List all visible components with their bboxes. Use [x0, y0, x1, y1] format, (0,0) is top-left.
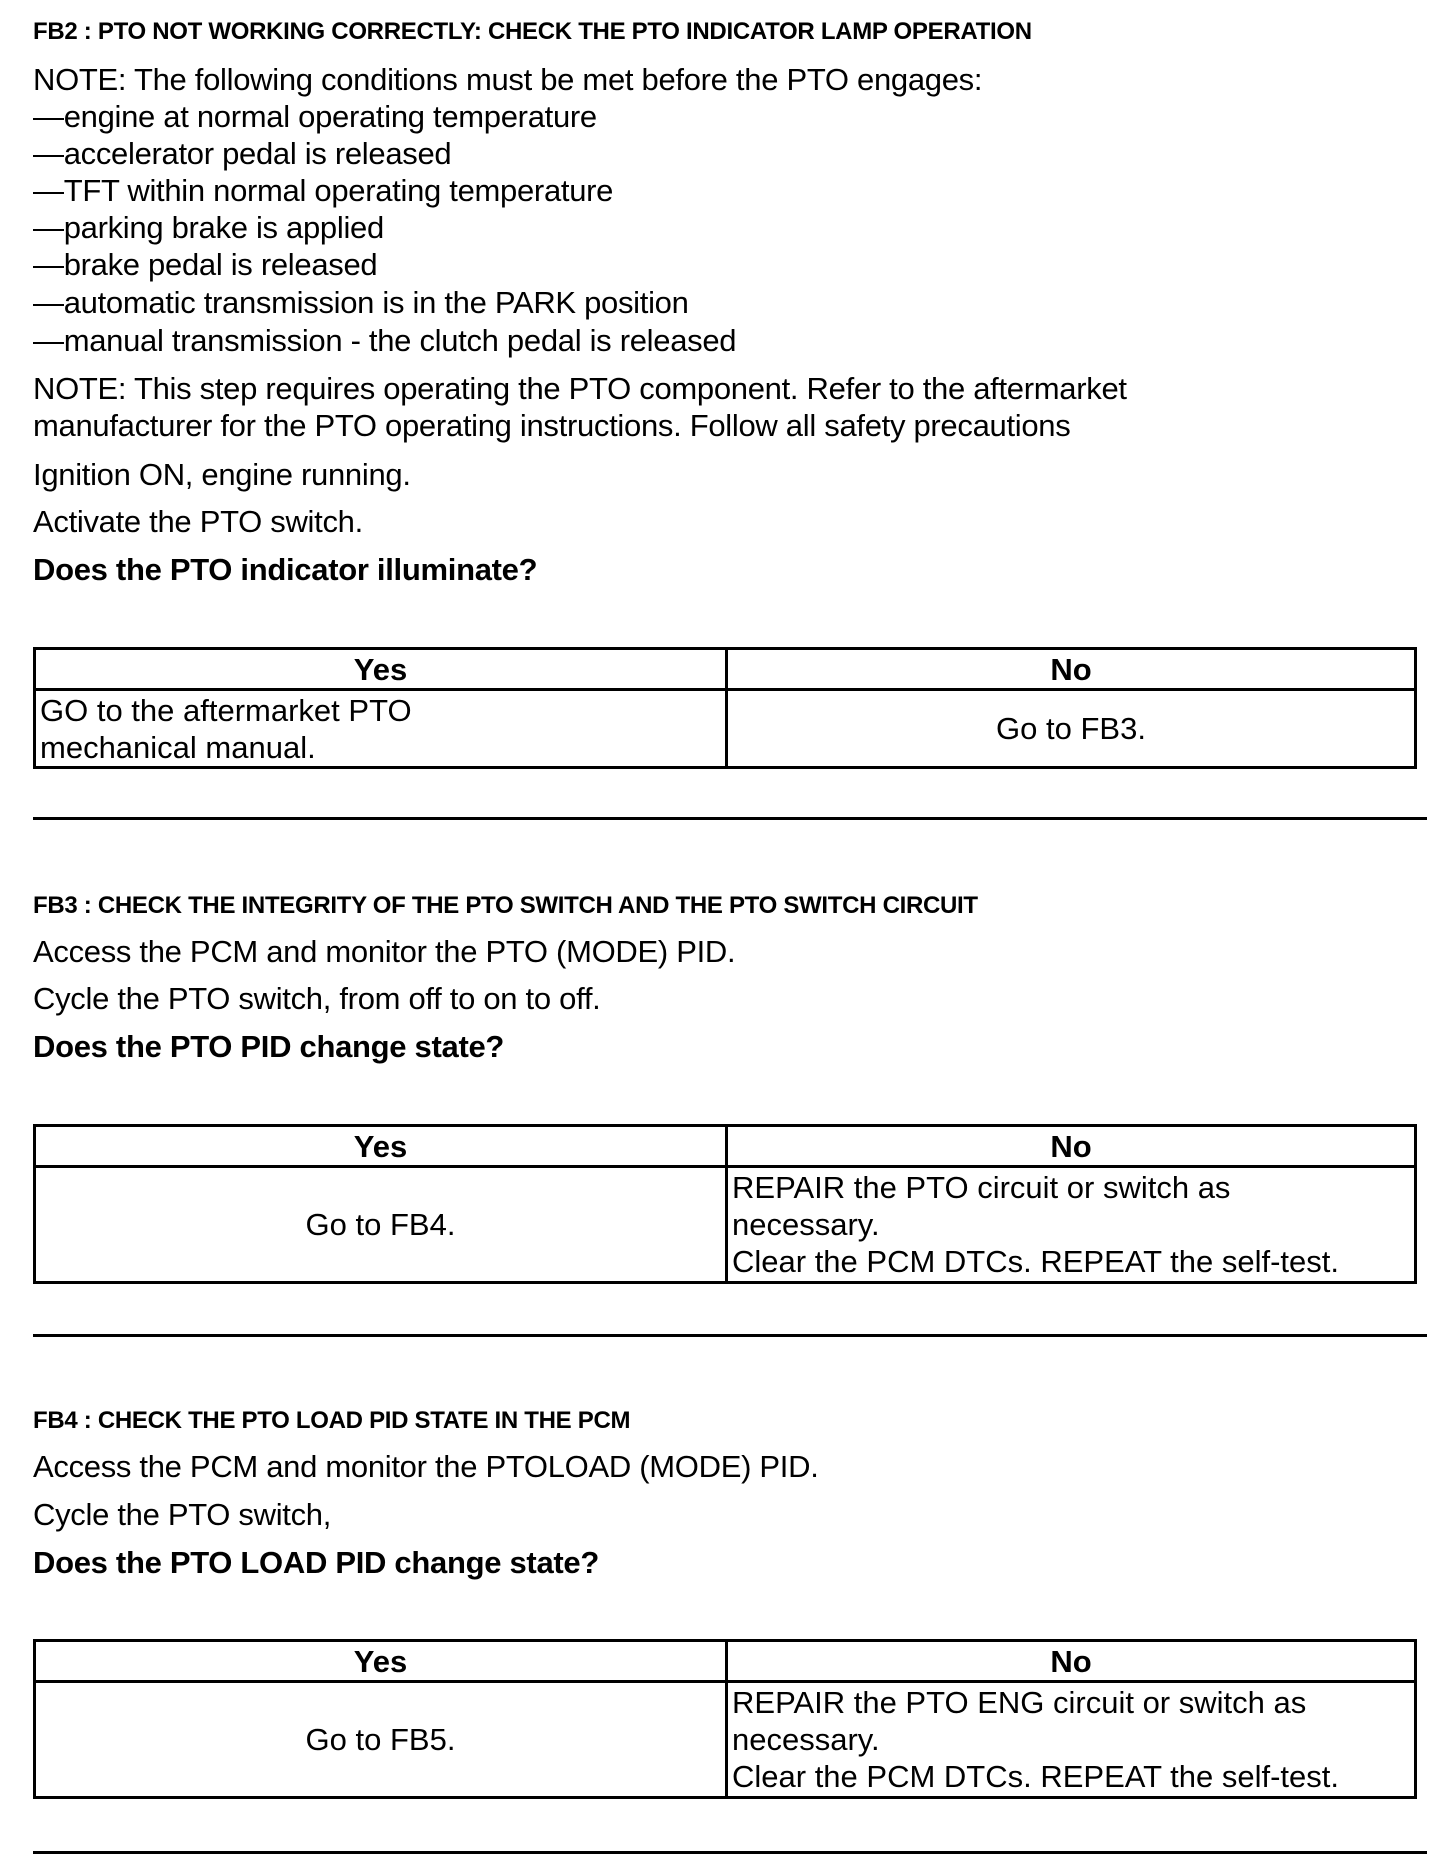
no-cell-line1: REPAIR the PTO circuit or switch as necessary.: [732, 1170, 1231, 1242]
condition-item: —engine at normal operating temperature: [33, 99, 597, 134]
yes-header: Yes: [35, 1126, 727, 1167]
fb4-heading: FB4 : CHECK THE PTO LOAD PID STATE IN THE PCM: [33, 1407, 631, 1434]
condition-item: —automatic transmission is in the PARK position: [33, 285, 689, 320]
fb3-result-table: [33, 1124, 1417, 1284]
fb3-step-cycle: Cycle the PTO switch, from off to on to off.: [33, 981, 601, 1016]
yes-cell: Go to FB4.: [35, 1167, 727, 1283]
fb3-question: Does the PTO PID change state?: [33, 1029, 505, 1064]
yes-cell: Go to FB5.: [35, 1682, 727, 1798]
condition-item: —brake pedal is released: [33, 247, 378, 282]
no-cell: Go to FB3.: [727, 690, 1416, 768]
fb2-heading: FB2 : PTO NOT WORKING CORRECTLY: CHECK THE PTO INDICATOR LAMP OPERATION: [33, 18, 1032, 45]
fb2-step-activate: Activate the PTO switch.: [33, 504, 363, 539]
no-cell: [727, 1167, 1416, 1283]
condition-item: —TFT within normal operating temperature: [33, 173, 614, 208]
fb2-note-conditions: NOTE: The following conditions must be met before the PTO engages:: [33, 62, 983, 97]
yes-header: Yes: [35, 649, 727, 690]
section-divider: [33, 817, 1427, 820]
fb2-result-table: [33, 647, 1417, 769]
fb3-step-access: Access the PCM and monitor the PTO (MODE) PID.: [33, 934, 736, 969]
no-cell: [727, 1682, 1416, 1798]
no-cell-line1: REPAIR the PTO ENG circuit or switch as necessary.: [732, 1685, 1307, 1757]
yes-cell: GO to the aftermarket PTO mechanical manual.: [35, 690, 727, 768]
fb2-step-ignition: Ignition ON, engine running.: [33, 457, 411, 492]
fb2-note-safety-line2: manufacturer for the PTO operating instructions. Follow all safety precautions: [33, 408, 1071, 443]
fb2-question: Does the PTO indicator illuminate?: [33, 552, 538, 587]
fb4-question: Does the PTO LOAD PID change state?: [33, 1545, 599, 1580]
section-divider: [33, 1334, 1427, 1337]
condition-item: —manual transmission - the clutch pedal is released: [33, 323, 737, 358]
fb4-result-table: [33, 1639, 1417, 1799]
condition-item: —parking brake is applied: [33, 210, 384, 245]
fb4-step-cycle: Cycle the PTO switch,: [33, 1497, 332, 1532]
fb4-step-access: Access the PCM and monitor the PTOLOAD (MODE) PID.: [33, 1449, 819, 1484]
yes-header: Yes: [35, 1641, 727, 1682]
no-cell-line2: Clear the PCM DTCs. REPEAT the self-test.: [732, 1244, 1339, 1279]
no-header: No: [727, 1126, 1416, 1167]
no-header: No: [727, 1641, 1416, 1682]
section-divider: [33, 1851, 1427, 1854]
fb3-heading: FB3 : CHECK THE INTEGRITY OF THE PTO SWITCH AND THE PTO SWITCH CIRCUIT: [33, 892, 978, 919]
fb2-note-safety-line1: NOTE: This step requires operating the PTO component. Refer to the aftermarket: [33, 371, 1127, 406]
no-cell-line2: Clear the PCM DTCs. REPEAT the self-test.: [732, 1759, 1339, 1794]
condition-item: —accelerator pedal is released: [33, 136, 452, 171]
no-header: No: [727, 649, 1416, 690]
